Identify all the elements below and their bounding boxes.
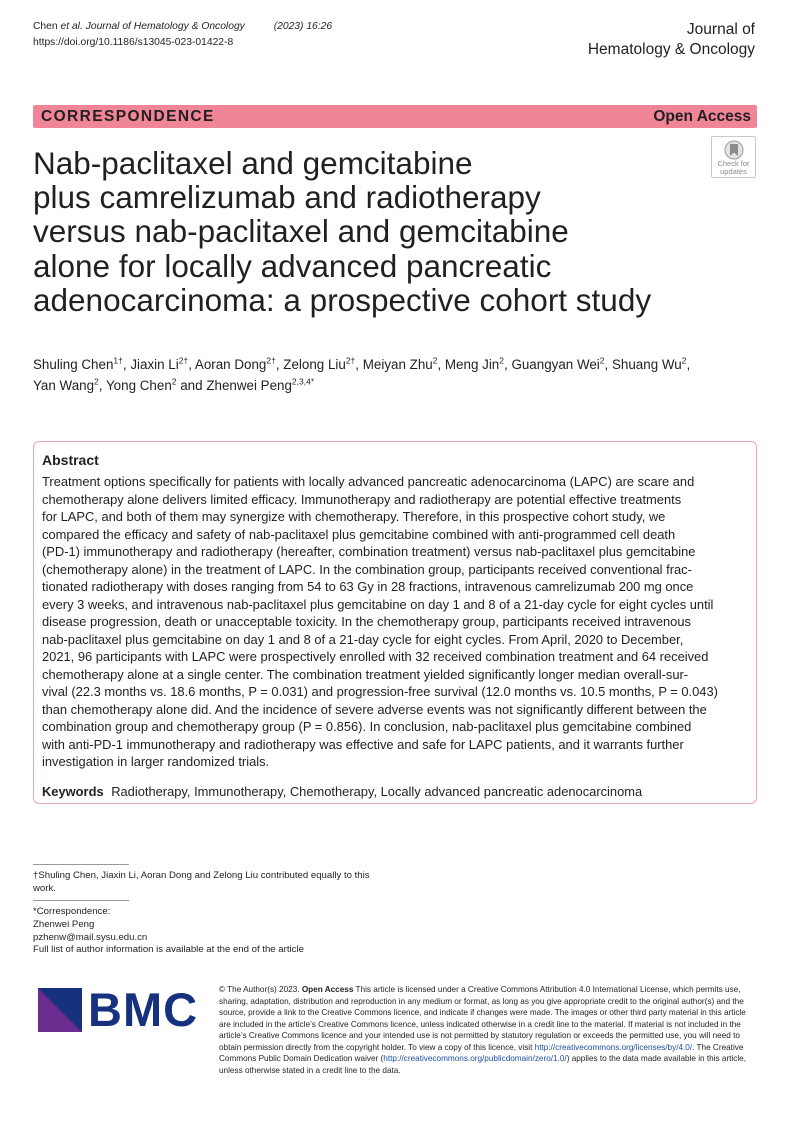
- abstract-line: every 3 weeks, and intravenous nab-paclitaxel plus gemcitabine on day 1 and 8 of a 21-day cycle for eight cycles until: [42, 596, 714, 612]
- title-line: versus nab-paclitaxel and gemcitabine: [33, 213, 569, 250]
- author[interactable]: Shuling Chen$^{1\dagger}$: [33, 355, 123, 372]
- article-type: CORRESPONDENCE: [41, 108, 215, 125]
- author-info-note: Full list of author information is available at the end of the article: [33, 944, 304, 956]
- abstract-line: Treatment options specifically for patients with locally advanced pancreatic adenocarcinoma (LAPC) are scare and: [42, 474, 695, 489]
- author[interactable]: Yan Wang$^2$: [33, 376, 99, 393]
- keywords-label: Keywords: [42, 784, 104, 799]
- abstract-line: chemotherapy alone at a single center. The combination treatment yielded significantly longer median overall-sur-: [42, 666, 689, 682]
- title-line: adenocarcinoma: a prospective cohort study: [33, 281, 652, 318]
- author-list: Shuling Chen$^{1\dagger}$, Jiaxin $Li^{2\dagger}$, Aoran Dong$^{2\dagger}$, Zelong Liu$^{2\dagger}$, Meiyan Zhu$^2$, Meng Jin$^2$, Guangyan Wei$^2$, Shuang Wu$^2$, Yan Wang$^2$, Yong Chen$^2$ and Zhenwei Peng$^{2,3,4*}$: [33, 355, 691, 393]
- license-body: ) applies to the data made available in this article, unless otherwise stated in a credit line to the data.: [219, 1054, 747, 1075]
- author[interactable]: Zelong Liu$^{2\dagger}$: [283, 355, 356, 372]
- abstract-line: (PD-1) immunotherapy and radiotherapy (hereafter, combination treatment) versus nab-paclitaxel plus gemcitabine: [42, 544, 696, 559]
- journal-name-line2: Hematology & Oncology: [587, 41, 755, 58]
- cc-by-link[interactable]: http://creativecommons.org/licenses/by/4.0/: [534, 1042, 693, 1052]
- correspondence-email[interactable]: pzhenw@mail.sysu.edu.cn: [33, 931, 148, 943]
- title-line: plus camrelizumab and radiotherapy: [33, 179, 541, 216]
- author[interactable]: Yong Chen$^2$: [105, 376, 177, 393]
- cc-zero-link[interactable]: http://creativecommons.org/publicdomain/zero/1.0/: [383, 1054, 567, 1063]
- license-lead: © The Author(s) 2023.: [219, 985, 300, 994]
- author[interactable]: Guangyan Wei$^2$: [511, 355, 605, 372]
- check-updates-line1: Check for: [717, 159, 750, 168]
- title-line: alone for locally advanced pancreatic: [33, 247, 552, 284]
- keywords: [42, 783, 642, 800]
- abstract-line: vival (22.3 months vs. 18.6 months, P = 0.031) and progression-free survival (12.0 months vs. 10.5 months, P = 0.043): [42, 684, 718, 699]
- abstract-heading: Abstract: [42, 452, 99, 468]
- article-title: [33, 146, 713, 317]
- running-header: [33, 19, 332, 51]
- license-body: This article is licensed under a Creative Commons Attribution 4.0 International License, which permits use, sharing, adaptation, distribution and reproduction in any medium or format, as long as you give appropriate credit to the original author(s) and the source, provide a link to the Creative Commons licence, and indicate if changes were made. The images or other third party material in this article are included in the article’s Creative Commons licence, unless indicated otherwise in a credit line to the material. If material is not included in the article’s Creative Commons licence and your intended use is not permitted by statutory regulation or exceeds the permitted use, you will need to obtain permission directly from the copyright holder. To view a copy of this licence, visit: [219, 985, 746, 1052]
- abstract-line: (chemotherapy alone) in the treatment of LAPC. In the combination group, participants received conventional frac-: [42, 561, 692, 577]
- equal-contribution-note: †Shuling Chen, Jiaxin Li, Aoran Dong and Zelong Liu contributed equally to this work.: [33, 870, 370, 894]
- abstract-line: with anti-PD-1 immunotherapy and radiotherapy was effective and safe for LAPC patients, and it warrants further: [42, 736, 684, 752]
- footnote-divider: [33, 864, 129, 865]
- license-statement: [219, 984, 757, 1076]
- abstract-line: investigation in larger randomized trials.: [42, 754, 270, 769]
- journal-name-line1: Journal of: [686, 21, 755, 38]
- citation-authors: Chen: [33, 21, 58, 32]
- bmc-logo-text: BMC: [88, 983, 199, 1036]
- keywords-text: Radiotherapy, Immunotherapy, Chemotherapy, Locally advanced pancreatic adenocarcinoma: [111, 784, 643, 799]
- license-open-access: Open Access: [301, 985, 354, 994]
- bmc-logo: [38, 983, 203, 1036]
- author[interactable]: Meiyan Zhu$^2$: [362, 355, 438, 372]
- bmc-logo-icon: [38, 988, 82, 1032]
- abstract-text: [42, 473, 746, 771]
- license-body: . The Creative Commons Public Domain Dedication waiver (: [219, 1042, 744, 1063]
- abstract-line: 2021, 96 participants with LAPC were prospectively enrolled with 32 received combination treatment and 64 received: [42, 649, 709, 664]
- abstract-line: for LAPC, and both of them may synergize with chemotherapy. Therefore, in this prospective cohort study, we: [42, 509, 666, 524]
- abstract-line: combination group and chemotherapy group (P = 0.856). In conclusion, nab-paclitaxel plus gemcitabine combined: [42, 719, 692, 734]
- title-line: Nab-paclitaxel and gemcitabine: [33, 145, 473, 181]
- correspondence-name: Zhenwei Peng: [33, 918, 95, 930]
- author[interactable]: Jiaxin $Li^{2\dagger}$: [130, 355, 189, 372]
- author[interactable]: Shuang Wu$^2$: [611, 355, 687, 372]
- correspondence-label: *Correspondence:: [33, 906, 111, 917]
- author[interactable]: Zhenwei Peng$^{2,3,4*}$: [206, 376, 315, 393]
- authors-and: and: [180, 377, 203, 393]
- correspondence-note: [33, 906, 378, 957]
- journal-name: [588, 20, 755, 60]
- open-access-label: Open Access: [653, 108, 751, 125]
- abstract-box: [33, 441, 757, 804]
- footnote-divider: [33, 900, 129, 901]
- abstract-line: than chemotherapy alone did. And the incidence of severe adverse events was not significantly different between the: [42, 701, 707, 717]
- check-updates-line2: updates: [720, 167, 747, 176]
- abstract-line: tionated radiotherapy with doses ranging from 54 to 63 Gy in 28 fractions, intravenous camrelizumab 200 mg once: [42, 579, 694, 594]
- abstract-line: chemotherapy alone delivers limited efficacy. Immunotherapy and radiotherapy are potential effective treatments: [42, 491, 682, 507]
- citation-year: (2023) 16:26: [273, 21, 333, 32]
- abstract-line: disease progression, death or unacceptable toxicity. In the chemotherapy group, participants received intravenous: [42, 614, 691, 629]
- doi-link[interactable]: https://doi.org/10.1186/s13045-023-01422-8: [33, 37, 234, 48]
- check-for-updates-badge[interactable]: [711, 136, 756, 178]
- abstract-line: compared the efficacy and safety of nab-paclitaxel plus gemcitabine combined with anti-programmed cell death: [42, 526, 676, 542]
- citation-etal: et al.: [60, 21, 83, 32]
- check-updates-icon: [724, 140, 744, 160]
- citation-line: [33, 19, 332, 35]
- article-type-banner: [33, 105, 757, 128]
- citation-journal: Journal of Hematology & Oncology: [85, 21, 245, 32]
- abstract-line: nab-paclitaxel plus gemcitabine on day 1 and 8 of a 21-day cycle for eight cycles. From April, 2020 to December,: [42, 631, 684, 647]
- author[interactable]: Aoran Dong$^{2\dagger}$: [194, 355, 276, 372]
- author[interactable]: Meng Jin$^2$: [444, 355, 504, 372]
